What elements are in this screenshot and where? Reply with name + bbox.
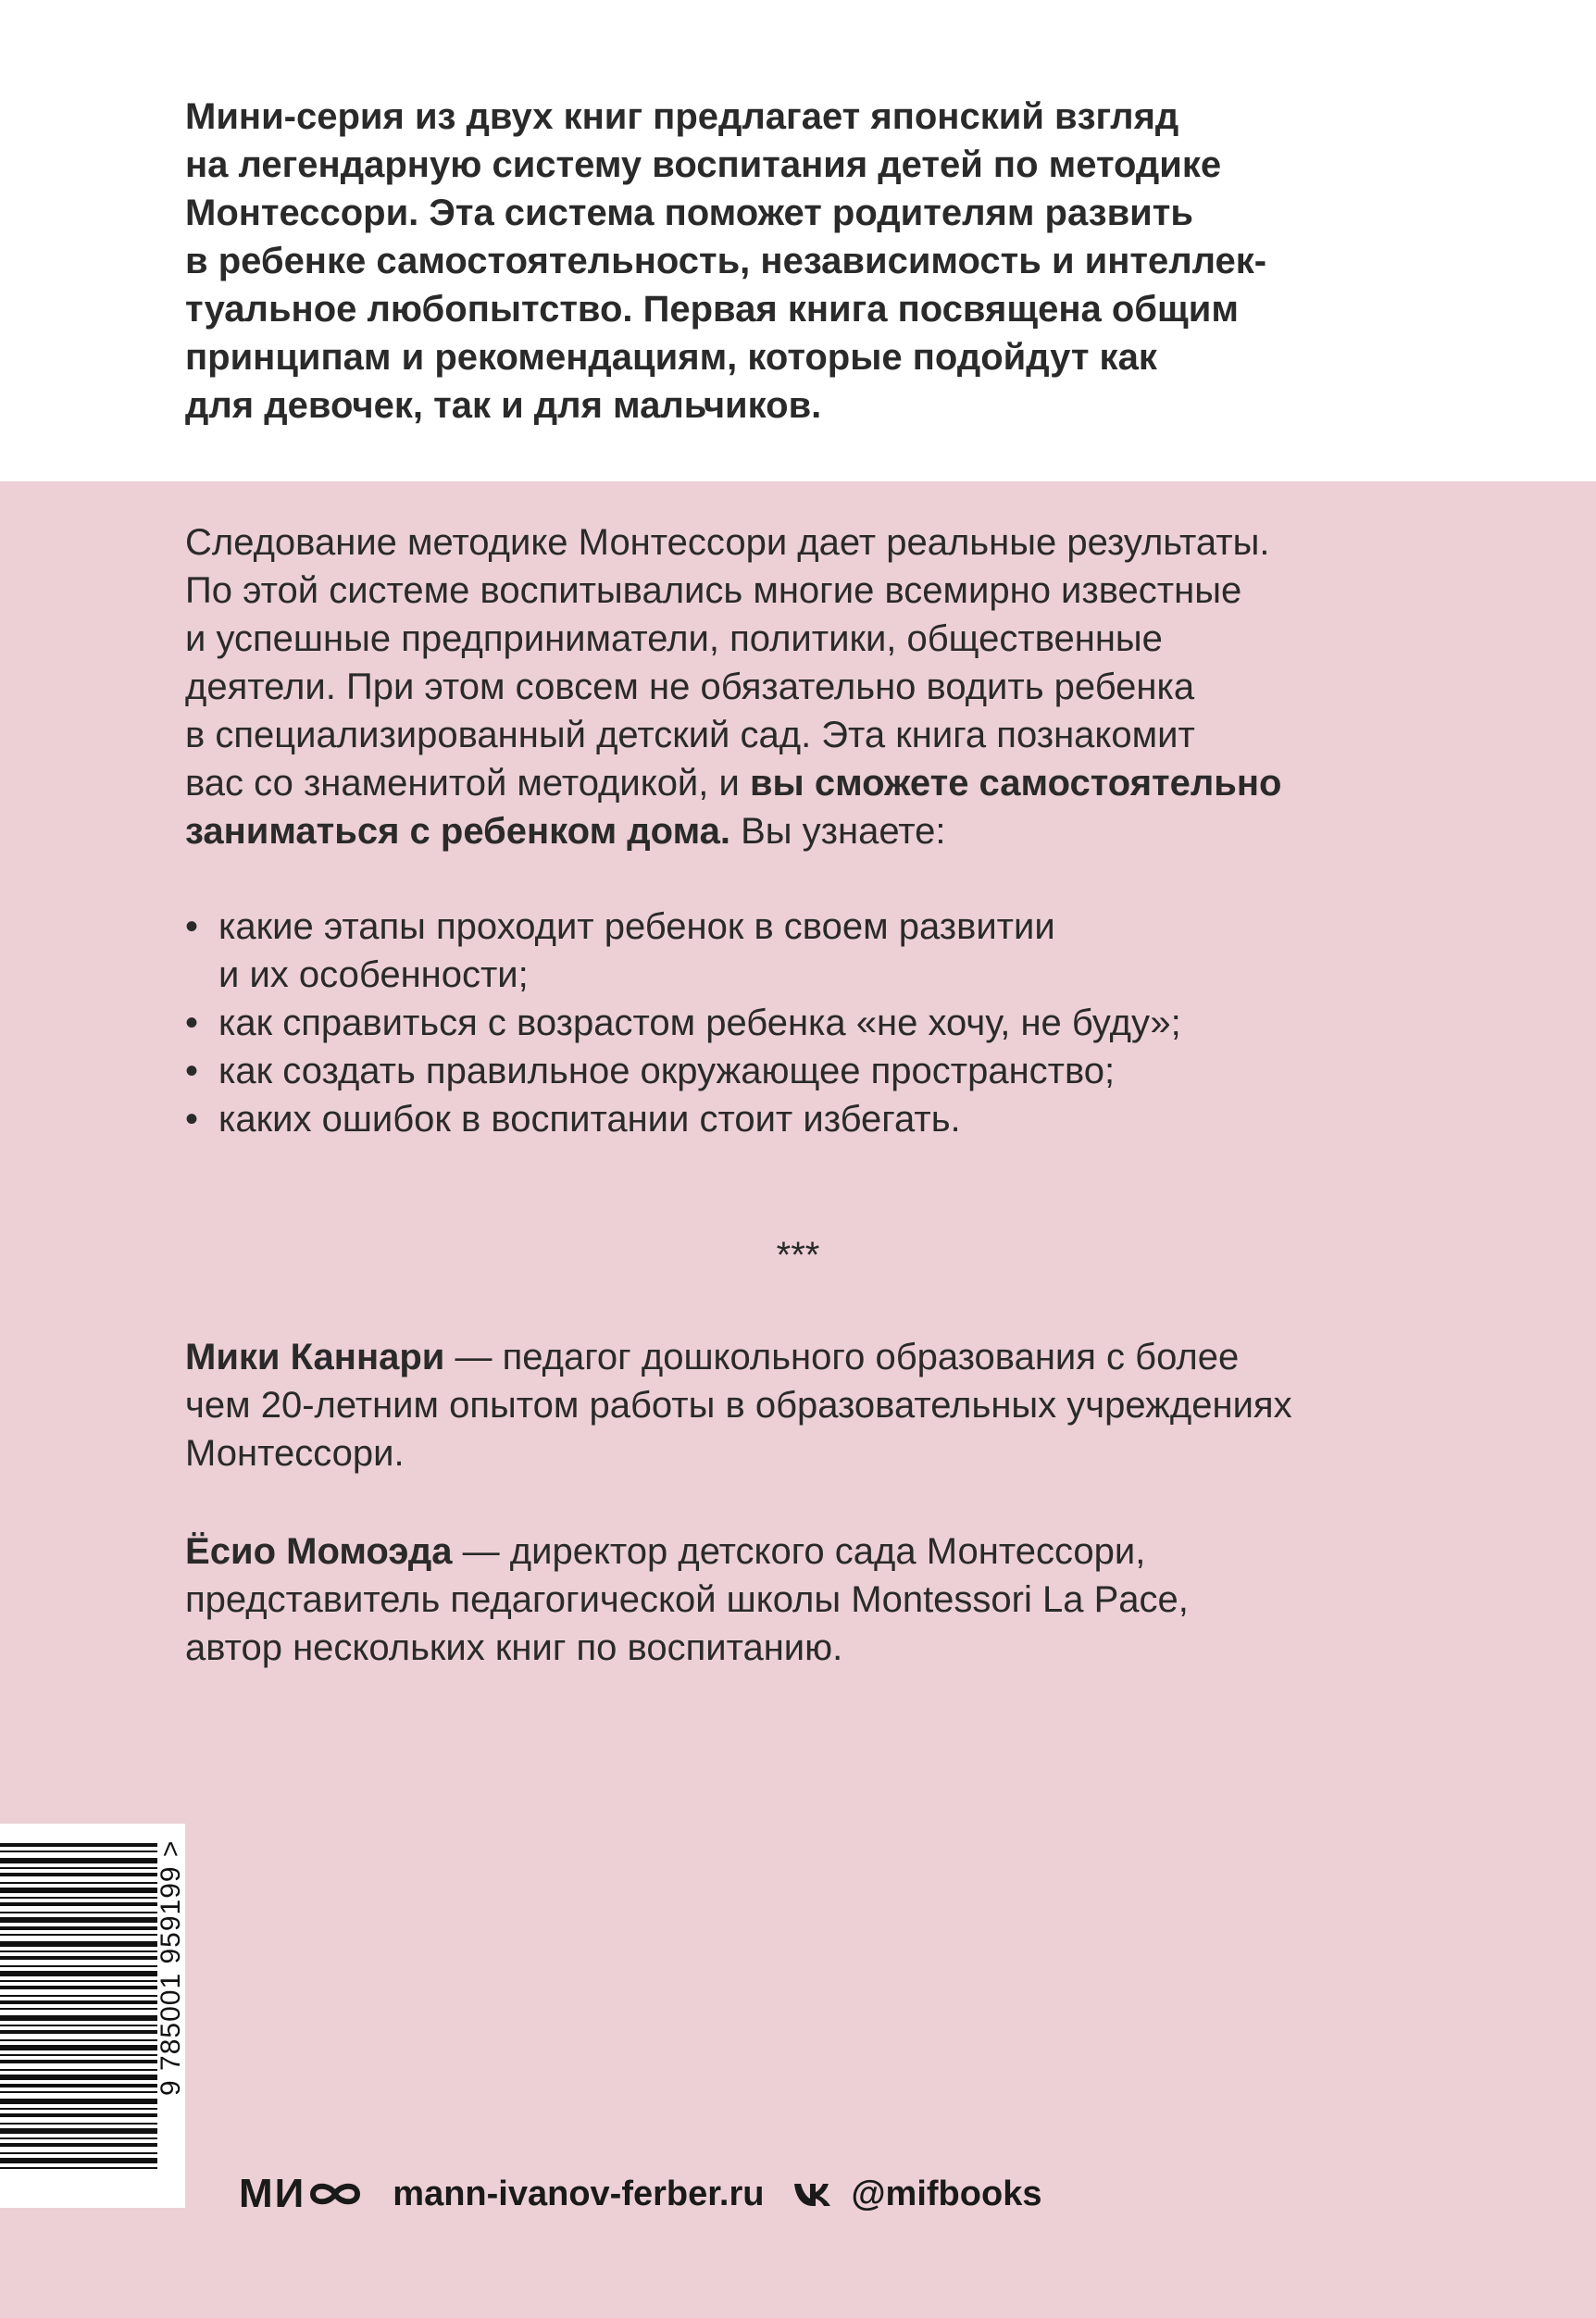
list-item-text: каких ошибок в воспитании стоит избегать. [218, 1099, 961, 1140]
list-item-text: как справиться с возрастом ребенка «не хочу, не буду»; [218, 1003, 1181, 1043]
vk-icon[interactable] [792, 2181, 835, 2207]
list-item-text: как создать правильное окружающее пространство; [218, 1051, 1116, 1091]
intro-bold-text: вы сможете самостоятельно заниматься с ребенком дома. [185, 763, 1282, 852]
author-bio-kannari [185, 1333, 1481, 1477]
infinity-icon [307, 2178, 363, 2210]
author-name: Ёсио Момоэда [185, 1531, 453, 1572]
intro-tail-text: Вы узнаете: [729, 811, 946, 852]
publisher-footer [239, 2166, 1041, 2222]
intro-paragraph [185, 518, 1481, 855]
social-handle[interactable]: @mifbooks [851, 2174, 1042, 2213]
barcode-digits: 9 785001 959199 > [156, 1840, 186, 2097]
logo-text: МИ [239, 2171, 306, 2216]
list-item [185, 1095, 1481, 1143]
top-panel [0, 0, 1596, 481]
author-bio-momoeda [185, 1527, 1481, 1672]
list-item [185, 999, 1481, 1047]
bullet-marker: • [185, 906, 199, 947]
barcode-icon [0, 1838, 157, 2180]
list-item [185, 903, 1481, 999]
barcode-panel [0, 1824, 185, 2208]
website-link[interactable]: mann-ivanov-ferber.ru [393, 2174, 765, 2213]
author-bio-text: — директор детского сада Монтессори, представитель педагогической школы Montessori La Pace, автор нескольких книг по воспитанию. [185, 1531, 1189, 1668]
bullet-marker: • [185, 1051, 199, 1091]
author-name: Мики Каннари [185, 1337, 445, 1377]
section-separator: *** [776, 1235, 820, 1276]
list-item [185, 1047, 1481, 1095]
publisher-logo [239, 2171, 363, 2217]
author-bio-text: — педагог дошкольного образования с более чем 20-летним опытом работы в образовательных учреждениях Монтессори. [185, 1337, 1292, 1474]
learning-list [185, 903, 1481, 1143]
intro-text: Следование методике Монтессори дает реальные результаты. По этой системе воспитывались многие всемирно известные и успешные предприниматели, политики, общественные деятели. При этом совсем не обязательно водить ребенка в специализированный детский сад. Эта книга познакомит вас со знаменитой методикой, и [185, 522, 1270, 804]
bullet-marker: • [185, 1003, 199, 1043]
bullet-marker: • [185, 1099, 199, 1140]
list-item-text: какие этапы проходит ребенок в своем развитии и их особенности; [218, 906, 1055, 995]
series-description: Мини-серия из двух книг предлагает японский взгляд на легендарную систему воспитания детей по методике Монтессори. Эта система поможет родителям развить в ребенке самостоятельность, независимость и интеллек- туальное любопытство. Первая книга посвящена общим принципам и рекомендациям, которые подойдут как для девочек, так и для мальчиков. [185, 96, 1267, 426]
